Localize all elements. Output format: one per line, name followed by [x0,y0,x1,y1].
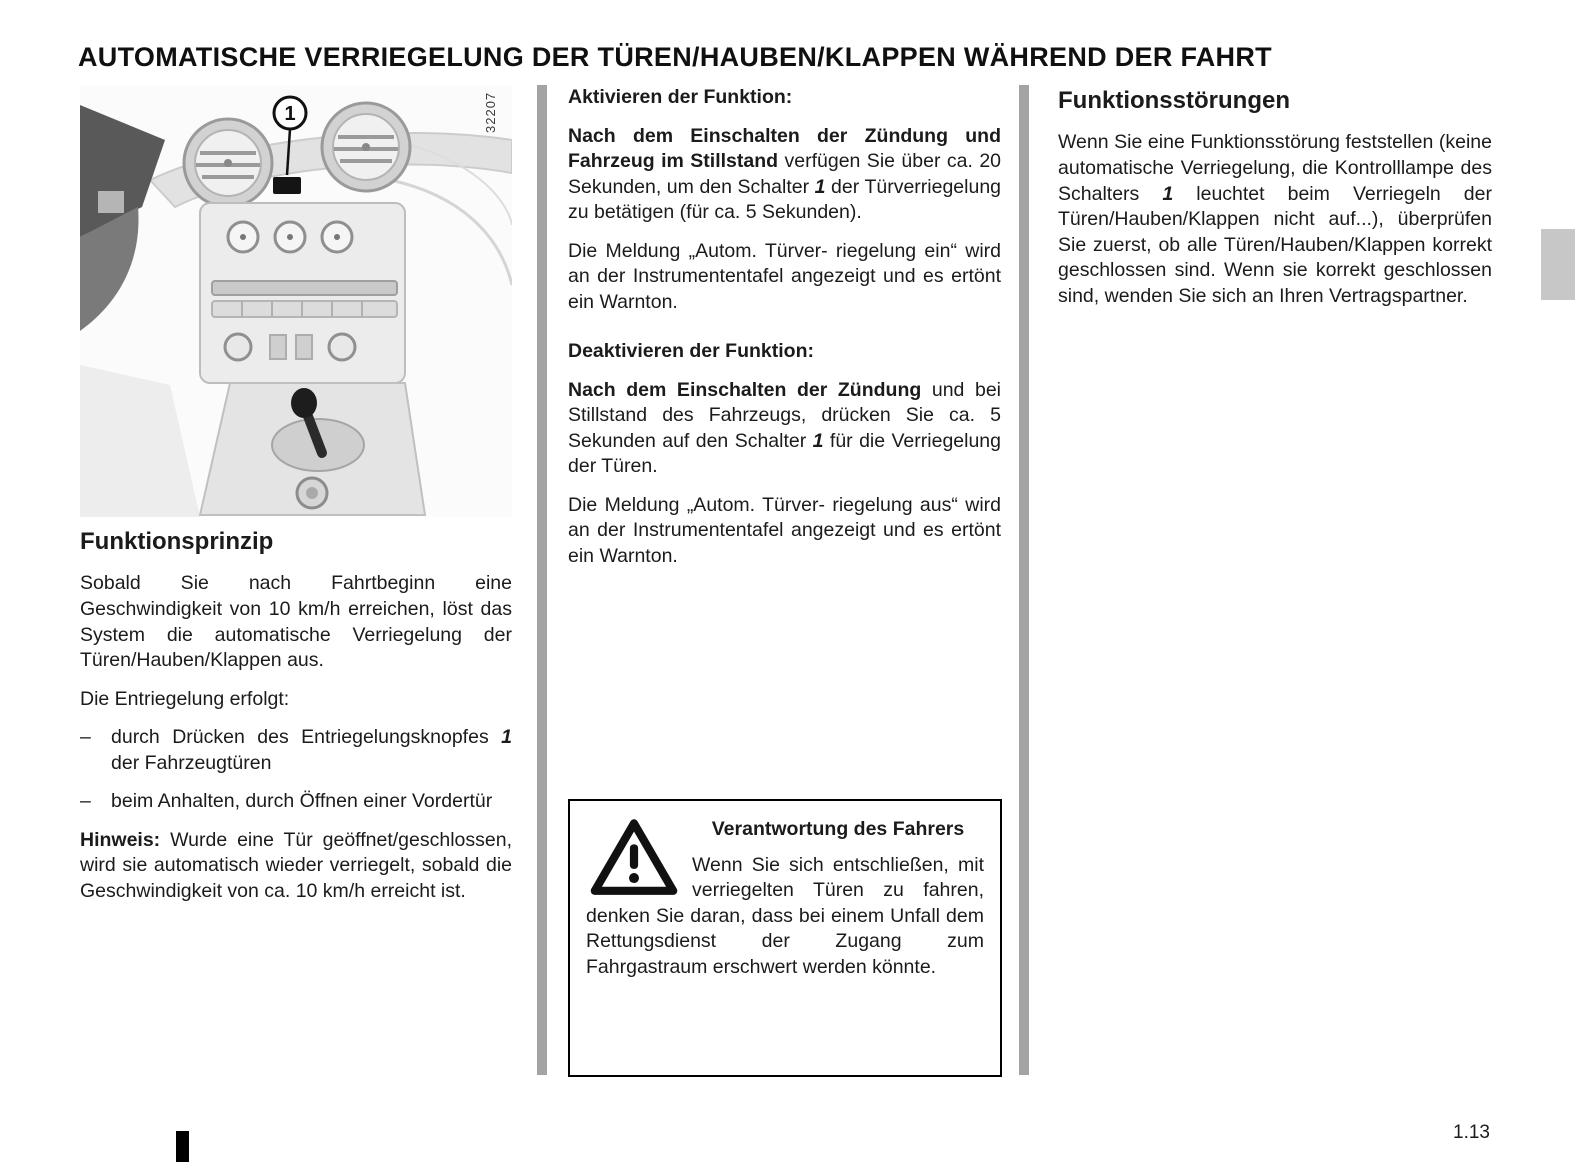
door-lock-switch [273,177,301,194]
stalk-control [98,191,124,213]
paragraph-funktionsstoerungen: Wenn Sie eine Funktionsstörung feststellen (keine automatische Verriegelung, die Kontrolllampe des Schalters 1 leuchtet beim Verriegeln der Türen/Hauben/Klappen nicht auf...), überprüfen Sie zuerst, ob alle Türen/Hauben/Klappen korrekt geschlossen sind. Wenn sie korrekt geschlossen sind, wenden Sie sich an Ihren Vertragspartner. [1058,131,1492,307]
heading-deaktivieren: Deaktivieren der Funktion: [568,340,814,363]
warning-title: Verantwortung des Fahrers [711,818,965,840]
right-column [1058,85,1492,322]
left-column [80,526,512,917]
warning-triangle-icon [588,817,680,899]
list-item-text: durch Drücken des Entriegelungsknopfes 1 der Fahrzeugtüren [111,726,512,774]
page-number: 1.13 [1453,1122,1490,1143]
paragraph-hinweis: Hinweis: Wurde eine Tür geöffnet/geschlossen, wird sie automatisch wieder verriegelt, sobald die Geschwindigkeit von ca. 10 km/h erreicht ist. [80,828,512,902]
dashboard-photo [80,85,512,517]
middle-column [568,85,1001,583]
bullet-dash: – [80,790,91,813]
switch-ref-number: 1 [812,429,824,452]
callout-number: 1 [284,103,296,125]
column-divider-right [1019,85,1029,1075]
paragraph-aktivieren-2: Die Meldung „Autom. Türver- riegelung ein“ wird an der Instrumententafel angezeigt und es ertönt ein Warnton. [568,239,1001,313]
paragraph-deaktivieren-2: Die Meldung „Autom. Türver- riegelung aus“ wird an der Instrumententafel angezeigt und es ertönt ein Warnton. [568,493,1001,567]
climate-controls [228,222,352,252]
hinweis-label: Hinweis: [80,828,161,851]
page-title: AUTOMATISCHE VERRIEGELUNG DER TÜREN/HAUBEN/KLAPPEN WÄHREND DER FAHRT [78,42,1272,73]
air-vent-left [184,119,272,207]
paragraph-aktivieren-1: Nach dem Einschalten der Zündung und Fahrzeug im Stillstand verfügen Sie über ca. 20 Sekunden, um den Schalter 1 der Türverriegelung zu betätigen (für ca. 5 Sekunden). [568,124,1002,224]
list-item-unlock-button [80,725,512,776]
heading-aktivieren: Aktivieren der Funktion: [568,86,793,108]
column-divider-left [537,85,547,1075]
paragraph-funktionsprinzip-1: Sobald Sie nach Fahrtbeginn eine Geschwindigkeit von 10 km/h erreichen, löst das System die automatische Verriegelung der Türen/Hauben/Klappen aus. [80,572,512,672]
air-vent-right [322,103,410,191]
gear-shifter [200,383,425,515]
section-heading-funktionsprinzip: Funktionsprinzip [80,528,274,555]
list-item-text: beim Anhalten, durch Öffnen einer Vordertür [111,790,493,813]
section-heading-funktionsstoerungen: Funktionsstörungen [1058,87,1290,114]
paragraph-funktionsprinzip-2: Die Entriegelung erfolgt: [80,687,290,710]
warning-text: Wenn Sie sich entschließen, mit verriegelten Türen zu fahren, denken Sie daran, dass bei einem Unfall dem Rettungsdienst der Zugang zum Fahrgastraum erschwert werden könnte. [586,853,984,978]
switch-ref-number: 1 [1162,182,1174,205]
paragraph-deaktivieren-1: Nach dem Einschalten der Zündung und bei Stillstand des Fahrzeugs, drücken Sie ca. 5 Sekunden auf den Schalter 1 für die Verriegelung der Türen. [568,378,1001,478]
page-edge-tab [1541,229,1575,300]
dashboard-figure [80,85,512,517]
photo-code: 32207 [483,91,498,133]
driver-responsibility-warning-box [568,799,1002,1077]
print-registration-mark [176,1131,189,1162]
bullet-dash: – [80,726,91,749]
switch-ref-number: 1 [501,726,512,749]
list-item-front-door [80,789,512,815]
switch-ref-number: 1 [814,175,826,198]
